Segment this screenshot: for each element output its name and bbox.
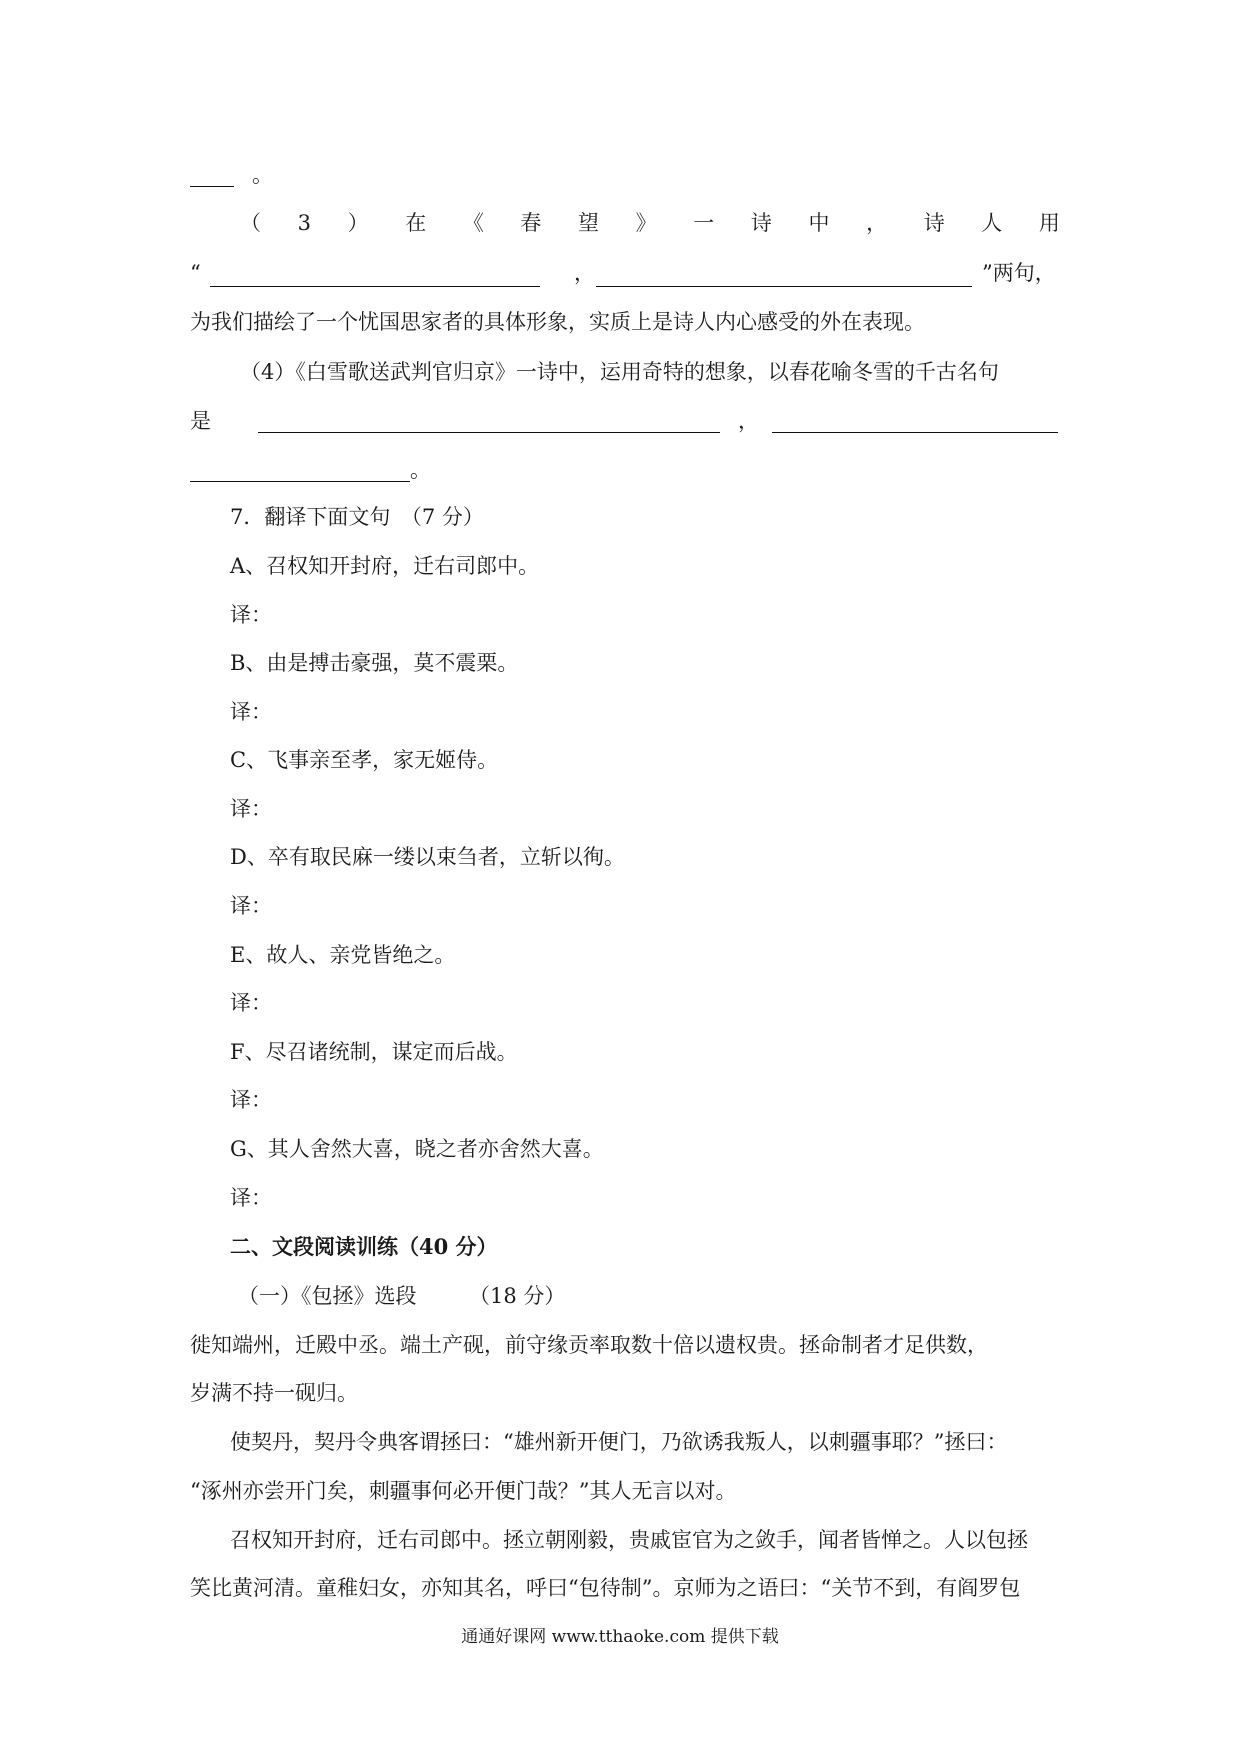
q7-translate-b: 译： xyxy=(230,700,272,724)
spread-char: 用 xyxy=(1038,211,1060,235)
q7-translate-d: 译： xyxy=(230,894,272,918)
page-footer: 通通好课网 www.tthaoke.com 提供下载 xyxy=(461,1627,779,1647)
q7-item-b: B、由是搏击豪强，莫不震栗。 xyxy=(230,651,519,675)
spread-char: 在 xyxy=(405,211,427,235)
q7-item-f: F、尽召诸统制，谋定而后战。 xyxy=(230,1040,518,1064)
spread-char: 3 xyxy=(297,211,311,235)
spread-char: 《 xyxy=(462,211,484,235)
answer-blank-4b[interactable] xyxy=(772,432,1058,433)
q6-part3-close: ”两句， xyxy=(982,261,1056,285)
section2-subtitle: （一）《包拯》选段 （18 分） xyxy=(238,1284,566,1308)
answer-blank-4a[interactable] xyxy=(258,432,720,433)
q7-item-a: A、召权知开封府，迁右司郎中。 xyxy=(230,554,540,578)
q6-part3-rest: 为我们描绘了一个忧国思家者的具体形象，实质上是诗人内心感受的外在表现。 xyxy=(190,310,925,334)
passage-para1-line1: 徙知端州，迁殿中丞。端土产砚，前守缘贡率取数十倍以遗权贵。拯命制者才足供数， xyxy=(190,1333,988,1357)
q7-translate-c: 译： xyxy=(230,797,272,821)
spread-char: ， xyxy=(866,211,888,235)
answer-blank-4c[interactable] xyxy=(190,481,410,482)
spread-char: ） xyxy=(347,211,369,235)
q7-item-d: D、卒有取民麻一缕以束刍者，立斩以徇。 xyxy=(230,845,625,869)
answer-blank[interactable] xyxy=(190,186,234,187)
q7-translate-a: 译： xyxy=(230,603,272,627)
spread-char: 望 xyxy=(578,211,600,235)
q7-title: 7．翻译下面文句 （7 分） xyxy=(230,505,484,529)
spread-char: 诗 xyxy=(923,211,945,235)
q6-part4-comma: ， xyxy=(738,409,759,433)
spread-char: 中 xyxy=(808,211,830,235)
passage-para3-line1: 召权知开封府，迁右司郎中。拯立朝刚毅，贵戚宦官为之敛手，闻者皆惮之。人以包拯 xyxy=(230,1528,1028,1552)
spread-char: 人 xyxy=(981,211,1003,235)
q7-item-e: E、故人、亲党皆绝之。 xyxy=(230,943,456,967)
passage-para2-line2: “涿州亦尝开门矣，刺疆事何必开便门哉？”其人无言以对。 xyxy=(190,1479,737,1503)
q6-part4-line1: （4）《白雪歌送武判官归京》一诗中，运用奇特的想象，以春花喻冬雪的千古名句 xyxy=(240,360,999,384)
passage-para1-line2: 岁满不持一砚归。 xyxy=(190,1381,358,1405)
passage-para2-line1: 使契丹，契丹令典客谓拯曰：“雄州新开便门，乃欲诱我叛人，以刺疆事耶？”拯曰： xyxy=(230,1430,1008,1454)
answer-blank-3a[interactable] xyxy=(210,286,540,287)
q7-item-g: G、其人舍然大喜，晓之者亦舍然大喜。 xyxy=(230,1137,604,1161)
line-end-mark: 。 xyxy=(252,163,273,187)
spread-char: 》 xyxy=(635,211,657,235)
spread-char: 一 xyxy=(693,211,715,235)
spread-char: 春 xyxy=(520,211,542,235)
passage-para3-line2: 笑比黄河清。童稚妇女，亦知其名，呼曰“包待制”。京师为之语曰：“关节不到，有阎罗包 xyxy=(190,1576,1021,1600)
q7-translate-g: 译： xyxy=(230,1186,272,1210)
section2-title: 二、文段阅读训练（40 分） xyxy=(230,1234,498,1259)
spread-char: 诗 xyxy=(750,211,772,235)
q6-part3-line1 xyxy=(240,208,1060,238)
spread-char: （ xyxy=(240,211,261,235)
answer-blank-3b[interactable] xyxy=(596,286,972,287)
q7-translate-e: 译： xyxy=(230,991,272,1015)
q6-part3-open-quote: “ xyxy=(190,261,201,285)
q7-item-c: C、飞事亲至孝，家无姬侍。 xyxy=(230,748,499,772)
q6-part4-is: 是 xyxy=(190,409,211,433)
q7-translate-f: 译： xyxy=(230,1088,272,1112)
q6-part3-comma: ， xyxy=(574,261,595,285)
q6-part4-end: 。 xyxy=(410,458,431,482)
